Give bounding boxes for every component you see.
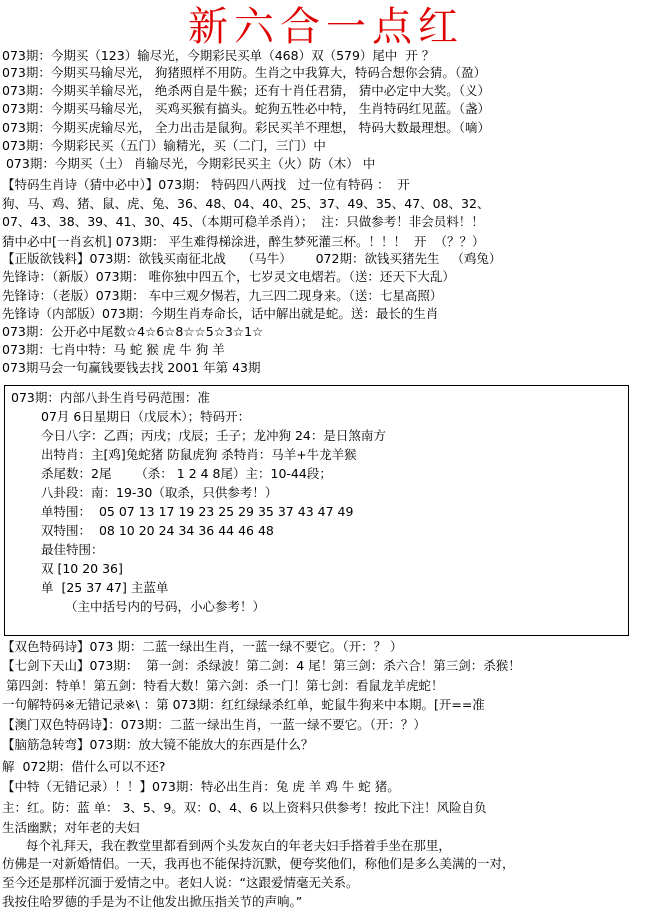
text-line: 【特码生肖诗（猜中必中）】073期： 特码四八两找 过一位有特码 ： 开 <box>2 177 410 192</box>
text-line: 073期：今期买羊输尽光， 绝杀两自是牛猴；还有十肖任君猜， 猜中必定中大奖。（义） <box>2 83 491 98</box>
text-line: 仿佛是一对新婚情侣。一天，我再也不能保持沉默，便夸奖他们，称他们是多么美满的一对， <box>2 856 515 871</box>
text-line: 【双色特码诗】073 期：二蓝一绿出生肖，一蓝一绿不要它。（开：？ ） <box>2 639 403 654</box>
text-line: 【中特（无错记录）！！】073期：特必出生肖：兔 虎 羊 鸡 牛 蛇 猪。 <box>2 779 400 794</box>
box-line: 双 [10 20 36] <box>41 561 123 576</box>
box-line: 07月 6日星期日（戊辰木）；特码开： <box>41 409 251 424</box>
box-line: 杀尾数：2尾 （杀： 1 2 4 8尾）主：10-44段； <box>41 466 332 481</box>
text-line: 【脑筋急转弯】073期：放大镜不能放大的东西是什么？ <box>2 737 314 752</box>
text-line: 073期：七肖中特：马 蛇 猴 虎 牛 狗 羊 <box>2 342 225 357</box>
text-line: 073期：今期买（123）输尽光，今期彩民买单（468）双（579）尾中 开 ？ <box>2 48 435 63</box>
text-line: 073期：今期买马输尽光， 买鸡买猴有搞头。蛇狗五牲必中特， 生肖特码红见蓝。（盏） <box>2 101 491 116</box>
text-line: 073期马会一句赢钱要钱去找 2001 年第 43期 <box>2 360 261 375</box>
bagua-info-box <box>4 385 629 636</box>
text-line: 073期：今期买（土） 肖输尽光，今期彩民买主（火）防（木） 中 <box>2 156 376 171</box>
text-line: 先锋诗：（老版）073期： 车中三观夕惕若，九三四二现身来。（送：七星高照） <box>2 288 443 303</box>
text-line: 至今还是那样沉湎于爱情之中。老妇人说：“这跟爱情毫无关系。 <box>2 875 359 890</box>
text-line: 073期：今期彩民买（五门）输精光，买（二门，三门）中 <box>2 138 326 153</box>
text-line: 狗、马、鸡、猪、鼠、虎、兔、36、48、04、40、25、37、49、35、47、08、32、 <box>2 196 490 211</box>
text-line: 【正版欲钱料】073期：欲钱买南征北战 （马牛） 072期：欲钱买猪先生 （鸡兔） <box>2 251 502 266</box>
text-line: 先锋诗：（新版）073期： 唯你独中四五个，七岁灵文电熠若。（送：还天下大乱） <box>2 269 455 284</box>
box-line: （主中括号内的号码，小心参考！） <box>65 599 266 614</box>
page-title: 新六合一点红 <box>188 4 464 50</box>
text-line: 先锋诗（内部版）073期：今期生肖寿命长，话中解出就是蛇。送：最长的生肖 <box>2 306 439 321</box>
text-line: 解 072期：借什么可以不还? <box>2 759 166 774</box>
text-line: 07、43、38、39、41、30、45、（本期可稳羊杀肖）； 注：只做参考！非会员料！！ <box>2 214 484 229</box>
text-line: 一句解特码※无错记录※\ ：第 073期：红红绿绿杀红单，蛇鼠牛狗来中本期。[开==准 <box>2 697 485 712</box>
box-line: 八卦段：南：19-30（取杀，只供参考！） <box>41 485 278 500</box>
text-line: 073期：公开必中尾数☆4☆6☆8☆☆5☆3☆1☆ <box>2 324 264 339</box>
box-line: 073期：内部八卦生肖号码范围：准 <box>11 390 210 405</box>
text-line: 主：红。防：蓝 单： 3、5、9。双：0、4、6 以上资料只供参考！按此下注！风险自负 <box>2 800 487 815</box>
box-line: 单 [25 37 47] 主蓝单 <box>41 580 169 595</box>
box-line: 双特围： 08 10 20 24 34 36 44 46 48 <box>41 523 274 538</box>
text-line: 【澳门双色特码诗】：073期：二蓝一绿出生肖，一蓝一绿不要它。（开：？） <box>2 717 426 732</box>
text-line: 073期：今期买虎输尽光， 全力出击是鼠狗。彩民买羊不理想， 特码大数最理想。（嘀） <box>2 120 491 135</box>
box-line: 出特肖：主[鸡]兔蛇猪 防鼠虎狗 杀特肖：马羊+牛龙羊猴 <box>41 447 357 462</box>
text-line: 073期：今期买马输尽光， 狗猪照样不用防。生肖之中我算大，特码合想你会猜。（盈） <box>2 65 487 80</box>
box-line: 最佳特围： <box>41 542 104 557</box>
text-line: 生活幽默；对年老的夫妇 <box>2 820 140 835</box>
box-line: 单特围： 05 07 13 17 19 23 25 29 35 37 43 47 49 <box>41 504 354 519</box>
text-line: 猜中必中[一肖玄机] 073期： 平生难得梯涂进，醉生梦死灌三杯。！！！ 开 （？？） <box>2 234 485 249</box>
box-line: 今日八字：乙酉；丙戌；戊辰；壬子；龙冲狗 24：是日煞南方 <box>41 428 386 443</box>
text-line: 我按住哈罗德的手是为不让他发出掀压指关节的声响。” <box>2 894 303 909</box>
text-line: 每个礼拜天，我在教堂里都看到两个头发灰白的年老夫妇手搭着手坐在那里， <box>2 838 451 853</box>
text-line: 第四剑：特单！第五剑：特看大数！第六剑：杀一门！第七剑：看鼠龙羊虎蛇！ <box>2 678 444 693</box>
text-line: 【七剑下天山】073期： 第一剑：杀绿波！第二剑：4 尾！第三剑：杀六合！第三剑：杀猴！ <box>2 658 521 673</box>
